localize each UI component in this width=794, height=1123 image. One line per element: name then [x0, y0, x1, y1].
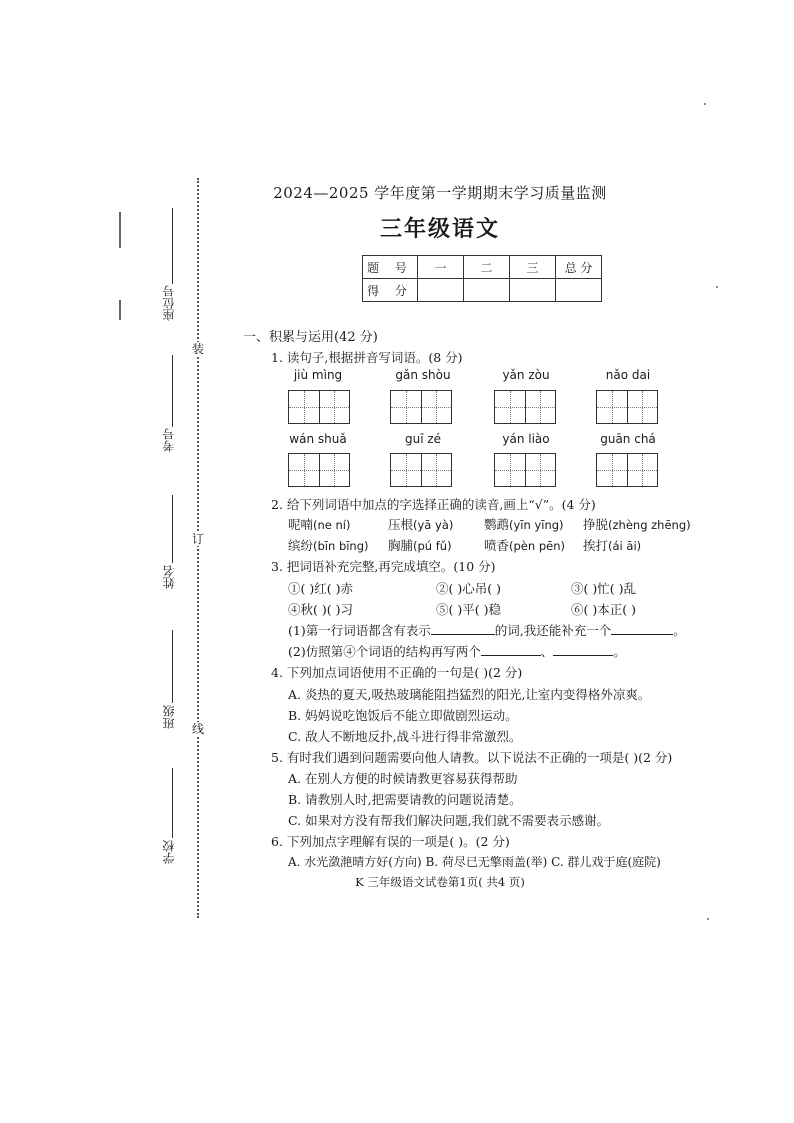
writing-grid[interactable] — [390, 453, 452, 487]
pinyin-label: guī zé — [404, 432, 442, 446]
q4-option-a[interactable]: A. 炎热的夏天,吸热玻璃能阻挡猛烈的阳光,让室内变得格外凉爽。 — [288, 687, 651, 702]
score-table — [362, 255, 602, 302]
writing-grid[interactable] — [494, 390, 556, 424]
q6-options[interactable]: A. 水光潋滟晴方好(方向) B. 荷尽已无擎雨盖(举) C. 群儿戏于庭(庭院) — [288, 855, 661, 869]
q4-prompt: 4. 下列加点词语使用不正确的一句是( )(2 分) — [271, 665, 523, 680]
q5-option-b[interactable]: B. 请教别人时,把需要请教的问题说清楚。 — [288, 792, 522, 807]
score-col-3: 三 — [510, 256, 556, 279]
q3-subquestion-2: (2)仿照第④个词语的结构再写两个 、 。 — [288, 644, 626, 659]
idiom-fill-2[interactable]: ②( )心吊( ) — [436, 581, 501, 596]
idiom-fill-4[interactable]: ④秋( )( )习 — [288, 602, 353, 617]
name-line[interactable] — [172, 495, 173, 563]
writing-grid[interactable] — [596, 453, 658, 487]
class-line[interactable] — [172, 630, 173, 703]
pinyin-label: guān chá — [600, 432, 656, 446]
score-cell[interactable] — [510, 279, 556, 302]
pronunciation-choice[interactable]: 喷香(pèn pēn) — [484, 538, 565, 553]
score-cell[interactable] — [418, 279, 464, 302]
binding-char-xian: 线 — [192, 722, 205, 736]
idiom-fill-1[interactable]: ①( )红( )赤 — [288, 581, 353, 596]
scan-speck — [704, 103, 706, 105]
pinyin-label: yán liào — [502, 432, 550, 446]
q4-option-c[interactable]: C. 敌人不断地反扑,战斗进行得非常激烈。 — [288, 729, 522, 744]
score-col-total: 总 分 — [556, 256, 602, 279]
pinyin-label: gǎn shòu — [395, 368, 451, 382]
page-footer: K 三年级语文试卷第1页( 共4 页) — [355, 875, 525, 889]
seat-number-label: 座位号 — [162, 285, 176, 321]
q1-prompt: 1. 读句子,根据拼音写词语。(8 分) — [271, 350, 463, 365]
edge-mark — [119, 300, 121, 320]
binding-dotted-line — [197, 178, 199, 918]
pinyin-label: yǎn zòu — [502, 368, 550, 382]
exam-subtitle: 三年级语文 — [379, 216, 500, 242]
writing-grid[interactable] — [596, 390, 658, 424]
pronunciation-choice[interactable]: 胸脯(pú fǔ) — [388, 538, 452, 553]
pinyin-label: nǎo dai — [605, 368, 651, 382]
pronunciation-choice[interactable]: 缤纷(bīn bīng) — [288, 538, 369, 553]
pinyin-label: jiù mìng — [293, 368, 343, 382]
score-table-header-label: 题 号 — [363, 256, 418, 279]
score-cell[interactable] — [556, 279, 602, 302]
score-cell[interactable] — [464, 279, 510, 302]
scan-speck — [707, 918, 709, 920]
q5-option-c[interactable]: C. 如果对方没有帮我们解决问题,我们就不需要表示感谢。 — [288, 813, 610, 828]
pronunciation-choice[interactable]: 挣脱(zhèng zhēng) — [583, 517, 691, 532]
exam-number-line[interactable] — [172, 355, 173, 427]
pronunciation-choice[interactable]: 压根(yā yà) — [388, 517, 454, 532]
idiom-fill-3[interactable]: ③( )忙( )乱 — [571, 581, 636, 596]
binding-char-ding: 订 — [192, 532, 205, 546]
writing-grid[interactable] — [494, 453, 556, 487]
name-label: 姓名 — [162, 565, 176, 589]
pinyin-label: wán shuǎ — [289, 432, 347, 446]
score-col-2: 二 — [464, 256, 510, 279]
pronunciation-choice[interactable]: 挨打(ái āi) — [583, 538, 642, 553]
class-label: 班级 — [162, 705, 176, 729]
q2-prompt: 2. 给下列词语中加点的字选择正确的读音,画上“√”。(4 分) — [271, 497, 596, 512]
pronunciation-choice[interactable]: 呢喃(ne ní) — [288, 517, 351, 532]
answer-blank[interactable] — [553, 643, 613, 656]
answer-blank[interactable] — [481, 643, 541, 656]
edge-mark — [119, 212, 121, 248]
scan-speck — [716, 286, 718, 288]
writing-grid[interactable] — [390, 390, 452, 424]
answer-blank[interactable] — [611, 622, 673, 635]
q5-prompt: 5. 有时我们遇到问题需要向他人请教。以下说法不正确的一项是( )(2 分) — [271, 750, 673, 765]
writing-grid[interactable] — [288, 453, 350, 487]
score-col-1: 一 — [418, 256, 464, 279]
binding-char-zhuang: 装 — [192, 342, 205, 356]
idiom-fill-6[interactable]: ⑥( )本正( ) — [571, 602, 636, 617]
school-label: 学校 — [162, 840, 176, 864]
exam-number-label: 考号 — [162, 428, 176, 452]
seat-number-line[interactable] — [172, 208, 173, 284]
section-heading: 一、积累与运用(42 分) — [243, 330, 378, 345]
q6-prompt: 6. 下列加点字理解有误的一项是( )。(2 分) — [271, 834, 510, 849]
q4-option-b[interactable]: B. 妈妈说吃饱饭后不能立即做剧烈运动。 — [288, 708, 518, 723]
idiom-fill-5[interactable]: ⑤( )平( )稳 — [436, 602, 501, 617]
answer-blank[interactable] — [431, 622, 495, 635]
q3-subquestion-1: (1)第一行词语都含有表示 的词,我还能补充一个 。 — [288, 623, 686, 638]
q5-option-a[interactable]: A. 在别人方便的时候请教更容易获得帮助 — [288, 771, 518, 786]
q3-prompt: 3. 把词语补充完整,再完成填空。(10 分) — [271, 559, 496, 574]
writing-grid[interactable] — [288, 390, 350, 424]
school-line[interactable] — [172, 768, 173, 838]
pronunciation-choice[interactable]: 鹦鹉(yīn yīng) — [484, 517, 564, 532]
exam-title: 2024—2025 学年度第一学期期末学习质量监测 — [273, 184, 607, 202]
score-row-label: 得 分 — [363, 279, 418, 302]
